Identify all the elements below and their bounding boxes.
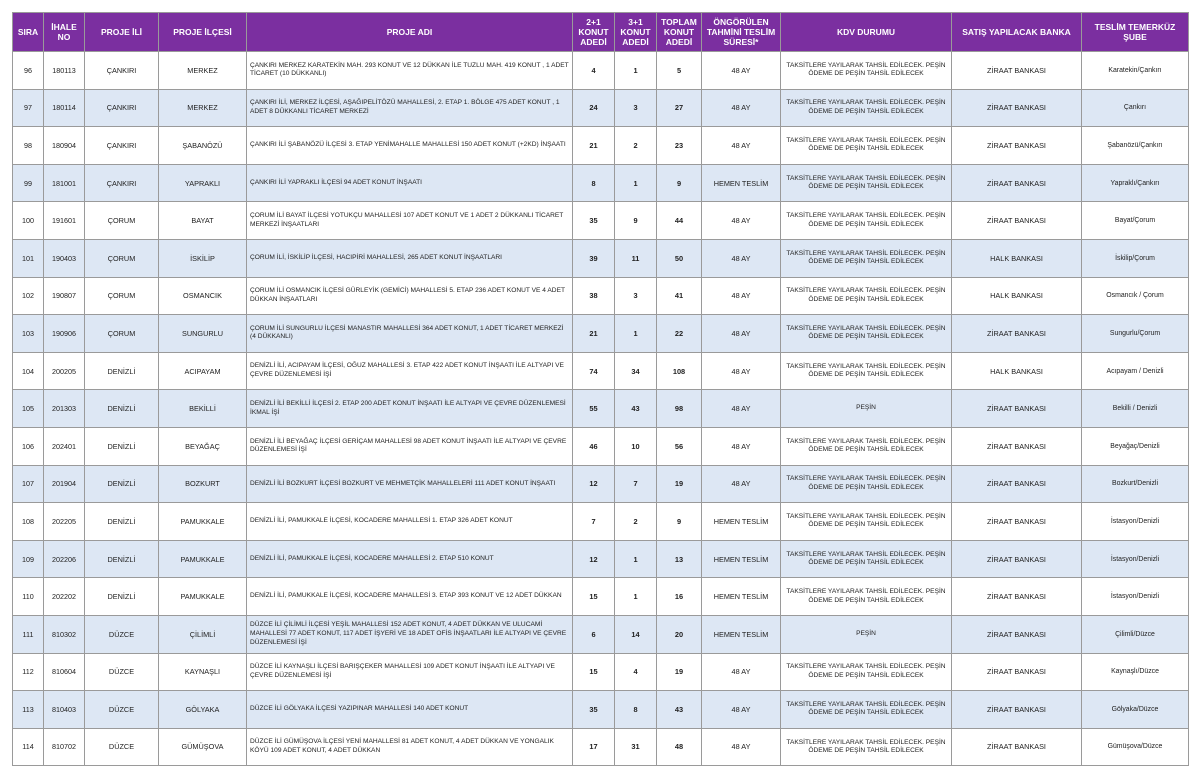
teslim-sube-cell: Çilimli/Düzce xyxy=(1082,615,1189,653)
table-row xyxy=(13,691,1189,729)
ihale-no-cell: 180114 xyxy=(44,89,85,127)
col-header-teslim-suresi: ÖNGÖRÜLEN TAHMİNİ TESLİM SÜRESİ* xyxy=(702,13,781,52)
teslim-sube-cell: Bayat/Çorum xyxy=(1082,202,1189,240)
proje-ilcesi-cell: İSKİLİP xyxy=(159,239,247,277)
toplam-konut-cell: 56 xyxy=(657,427,702,465)
table-row xyxy=(13,427,1189,465)
teslim-suresi-cell: 48 AY xyxy=(702,89,781,127)
teslim-sube-cell: Beyağaç/Denizli xyxy=(1082,427,1189,465)
teslim-suresi-cell: HEMEN TESLİM xyxy=(702,578,781,616)
kdv-durumu-cell: TAKSİTLERE YAYILARAK TAHSİL EDİLECEK. PEŞİN ÖDEME DE PEŞİN TAHSİL EDİLECEK xyxy=(781,465,952,503)
sira-cell: 112 xyxy=(13,653,44,691)
teslim-suresi-cell: 48 AY xyxy=(702,653,781,691)
ihale-no-cell: 202205 xyxy=(44,503,85,541)
ihale-no-cell: 190807 xyxy=(44,277,85,315)
sira-cell: 103 xyxy=(13,315,44,353)
proje-adi-cell: DENİZLİ İLİ, PAMUKKALE İLÇESİ, KOCADERE MAHALLESİ 3. ETAP 393 KONUT VE 12 ADET DÜKKAN xyxy=(247,578,573,616)
konut-2-1-cell: 12 xyxy=(573,465,615,503)
konut-2-1-cell: 46 xyxy=(573,427,615,465)
sira-cell: 110 xyxy=(13,578,44,616)
proje-adi-cell: ÇORUM İLİ OSMANCIK İLÇESİ GÜRLEYİK (GEMİCİ) MAHALLESİ 5. ETAP 236 ADET KONUT VE 4 ADET DÜKKAN İNŞAATLARI xyxy=(247,277,573,315)
kdv-durumu-cell: TAKSİTLERE YAYILARAK TAHSİL EDİLECEK. PEŞİN ÖDEME DE PEŞİN TAHSİL EDİLECEK xyxy=(781,277,952,315)
ihale-no-cell: 181001 xyxy=(44,164,85,202)
teslim-suresi-cell: HEMEN TESLİM xyxy=(702,540,781,578)
table-row xyxy=(13,315,1189,353)
sira-cell: 101 xyxy=(13,239,44,277)
toplam-konut-cell: 23 xyxy=(657,127,702,165)
proje-adi-cell: ÇANKIRI İLİ, MERKEZ İLÇESİ, AŞAĞIPELİTÖZÜ MAHALLESİ, 2. ETAP 1. BÖLGE 475 ADET KONUT , 1 ADET 8 DÜKKANLI TİCARET MERKEZİ xyxy=(247,89,573,127)
banka-cell: ZİRAAT BANKASI xyxy=(952,653,1082,691)
konut-3-1-cell: 11 xyxy=(615,239,657,277)
konut-2-1-cell: 12 xyxy=(573,540,615,578)
proje-adi-cell: DENİZLİ İLİ, PAMUKKALE İLÇESİ, KOCADERE MAHALLESİ 2. ETAP 510 KONUT xyxy=(247,540,573,578)
konut-3-1-cell: 1 xyxy=(615,315,657,353)
toplam-konut-cell: 108 xyxy=(657,352,702,390)
proje-ili-cell: ÇORUM xyxy=(85,239,159,277)
toplam-konut-cell: 5 xyxy=(657,52,702,90)
teslim-sube-cell: Kaynaşlı/Düzce xyxy=(1082,653,1189,691)
proje-adi-cell: DENİZLİ İLİ, PAMUKKALE İLÇESİ, KOCADERE MAHALLESİ 1. ETAP 326 ADET KONUT xyxy=(247,503,573,541)
proje-ili-cell: ÇORUM xyxy=(85,202,159,240)
proje-adi-cell: DÜZCE İLİ KAYNAŞLI İLÇESİ BARIŞÇEKER MAHALLESİ 109 ADET KONUT İNŞAATI İLE ALTYAPI VE ÇEVRE DÜZENLEMESİ İŞİ xyxy=(247,653,573,691)
proje-ilcesi-cell: ŞABANÖZÜ xyxy=(159,127,247,165)
sira-cell: 107 xyxy=(13,465,44,503)
col-header-3-1-konut: 3+1 KONUT ADEDİ xyxy=(615,13,657,52)
col-header-toplam-konut: TOPLAM KONUT ADEDİ xyxy=(657,13,702,52)
table-row xyxy=(13,127,1189,165)
teslim-sube-cell: Acıpayam / Denizli xyxy=(1082,352,1189,390)
col-header-proje-ili: PROJE İLİ xyxy=(85,13,159,52)
col-header-teslim-sube: TESLİM TEMERKÜZ ŞUBE xyxy=(1082,13,1189,52)
ihale-no-cell: 810403 xyxy=(44,691,85,729)
proje-adi-cell: ÇANKIRI MERKEZ KARATEKİN MAH. 293 KONUT VE 12 DÜKKAN İLE TUZLU MAH. 419 KONUT , 1 ADET TİCARET (10 DÜKKANLI) xyxy=(247,52,573,90)
col-header-2-1-konut: 2+1 KONUT ADEDİ xyxy=(573,13,615,52)
proje-ilcesi-cell: GÜMÜŞOVA xyxy=(159,728,247,766)
ihale-no-cell: 810604 xyxy=(44,653,85,691)
konut-2-1-cell: 15 xyxy=(573,578,615,616)
konut-2-1-cell: 35 xyxy=(573,202,615,240)
table-row xyxy=(13,390,1189,428)
teslim-suresi-cell: 48 AY xyxy=(702,390,781,428)
toplam-konut-cell: 44 xyxy=(657,202,702,240)
proje-adi-cell: DÜZCE İLİ ÇİLİMLİ İLÇESİ YEŞİL MAHALLESİ 152 ADET KONUT, 4 ADET DÜKKAN VE ULUCAMİ MAHALLESİ 77 ADET KONUT, 117 ADET İŞYERİ VE 18 ADET OFİS İNŞAATLARI İLE ALTYAPI VE ÇEVRE DÜZENLEMESİ İŞİ xyxy=(247,615,573,653)
proje-adi-cell: ÇORUM İLİ SUNGURLU İLÇESİ MANASTIR MAHALLESİ 364 ADET KONUT, 1 ADET TİCARET MERKEZİ (4 DÜKKANLI) xyxy=(247,315,573,353)
sira-cell: 108 xyxy=(13,503,44,541)
teslim-suresi-cell: HEMEN TESLİM xyxy=(702,503,781,541)
proje-ili-cell: ÇORUM xyxy=(85,277,159,315)
proje-ili-cell: ÇORUM xyxy=(85,315,159,353)
banka-cell: ZİRAAT BANKASI xyxy=(952,315,1082,353)
konut-3-1-cell: 2 xyxy=(615,503,657,541)
projects-table xyxy=(12,12,1189,766)
toplam-konut-cell: 48 xyxy=(657,728,702,766)
toplam-konut-cell: 16 xyxy=(657,578,702,616)
kdv-durumu-cell: PEŞİN xyxy=(781,615,952,653)
teslim-suresi-cell: HEMEN TESLİM xyxy=(702,615,781,653)
col-header-proje-ilcesi: PROJE İLÇESİ xyxy=(159,13,247,52)
banka-cell: ZİRAAT BANKASI xyxy=(952,465,1082,503)
konut-3-1-cell: 1 xyxy=(615,52,657,90)
kdv-durumu-cell: TAKSİTLERE YAYILARAK TAHSİL EDİLECEK. PEŞİN ÖDEME DE PEŞİN TAHSİL EDİLECEK xyxy=(781,202,952,240)
konut-3-1-cell: 1 xyxy=(615,164,657,202)
ihale-no-cell: 202206 xyxy=(44,540,85,578)
konut-2-1-cell: 15 xyxy=(573,653,615,691)
konut-2-1-cell: 7 xyxy=(573,503,615,541)
kdv-durumu-cell: TAKSİTLERE YAYILARAK TAHSİL EDİLECEK. PEŞİN ÖDEME DE PEŞİN TAHSİL EDİLECEK xyxy=(781,239,952,277)
ihale-no-cell: 191601 xyxy=(44,202,85,240)
konut-3-1-cell: 10 xyxy=(615,427,657,465)
konut-2-1-cell: 8 xyxy=(573,164,615,202)
sira-cell: 96 xyxy=(13,52,44,90)
teslim-suresi-cell: 48 AY xyxy=(702,465,781,503)
konut-3-1-cell: 31 xyxy=(615,728,657,766)
col-header-kdv-durumu: KDV DURUMU xyxy=(781,13,952,52)
sira-cell: 111 xyxy=(13,615,44,653)
sira-cell: 102 xyxy=(13,277,44,315)
proje-adi-cell: ÇANKIRI İLİ YAPRAKLI İLÇESİ 94 ADET KONUT İNŞAATI xyxy=(247,164,573,202)
table-row xyxy=(13,239,1189,277)
proje-ilcesi-cell: ACIPAYAM xyxy=(159,352,247,390)
table-row xyxy=(13,202,1189,240)
teslim-sube-cell: Gümüşova/Düzce xyxy=(1082,728,1189,766)
kdv-durumu-cell: TAKSİTLERE YAYILARAK TAHSİL EDİLECEK. PEŞİN ÖDEME DE PEŞİN TAHSİL EDİLECEK xyxy=(781,728,952,766)
kdv-durumu-cell: TAKSİTLERE YAYILARAK TAHSİL EDİLECEK. PEŞİN ÖDEME DE PEŞİN TAHSİL EDİLECEK xyxy=(781,352,952,390)
ihale-no-cell: 190403 xyxy=(44,239,85,277)
ihale-no-cell: 200205 xyxy=(44,352,85,390)
toplam-konut-cell: 19 xyxy=(657,653,702,691)
sira-cell: 100 xyxy=(13,202,44,240)
konut-3-1-cell: 3 xyxy=(615,89,657,127)
table-row xyxy=(13,52,1189,90)
ihale-no-cell: 810702 xyxy=(44,728,85,766)
teslim-sube-cell: İskilip/Çorum xyxy=(1082,239,1189,277)
teslim-sube-cell: Osmancık / Çorum xyxy=(1082,277,1189,315)
toplam-konut-cell: 43 xyxy=(657,691,702,729)
toplam-konut-cell: 50 xyxy=(657,239,702,277)
proje-adi-cell: ÇANKIRI İLİ ŞABANÖZÜ İLÇESİ 3. ETAP YENİMAHALLE MAHALLESİ 150 ADET KONUT (+2KD) İNŞAATI xyxy=(247,127,573,165)
col-header-banka: SATIŞ YAPILACAK BANKA xyxy=(952,13,1082,52)
teslim-sube-cell: İstasyon/Denizli xyxy=(1082,578,1189,616)
konut-3-1-cell: 1 xyxy=(615,578,657,616)
toplam-konut-cell: 41 xyxy=(657,277,702,315)
teslim-suresi-cell: 48 AY xyxy=(702,315,781,353)
konut-3-1-cell: 9 xyxy=(615,202,657,240)
teslim-suresi-cell: 48 AY xyxy=(702,277,781,315)
teslim-sube-cell: İstasyon/Denizli xyxy=(1082,503,1189,541)
table-row xyxy=(13,352,1189,390)
proje-ilcesi-cell: PAMUKKALE xyxy=(159,540,247,578)
teslim-sube-cell: Çankırı xyxy=(1082,89,1189,127)
proje-adi-cell: ÇORUM İLİ BAYAT İLÇESİ YOTUKÇU MAHALLESİ 107 ADET KONUT VE 1 ADET 2 DÜKKANLI TİCARET MERKEZİ İNŞAATLARI xyxy=(247,202,573,240)
banka-cell: ZİRAAT BANKASI xyxy=(952,503,1082,541)
konut-2-1-cell: 39 xyxy=(573,239,615,277)
table-row xyxy=(13,728,1189,766)
toplam-konut-cell: 13 xyxy=(657,540,702,578)
sira-cell: 106 xyxy=(13,427,44,465)
kdv-durumu-cell: TAKSİTLERE YAYILARAK TAHSİL EDİLECEK. PEŞİN ÖDEME DE PEŞİN TAHSİL EDİLECEK xyxy=(781,127,952,165)
proje-ili-cell: DÜZCE xyxy=(85,691,159,729)
teslim-suresi-cell: 48 AY xyxy=(702,352,781,390)
konut-3-1-cell: 43 xyxy=(615,390,657,428)
table-row xyxy=(13,653,1189,691)
kdv-durumu-cell: TAKSİTLERE YAYILARAK TAHSİL EDİLECEK. PEŞİN ÖDEME DE PEŞİN TAHSİL EDİLECEK xyxy=(781,89,952,127)
teslim-sube-cell: Sungurlu/Çorum xyxy=(1082,315,1189,353)
toplam-konut-cell: 19 xyxy=(657,465,702,503)
konut-3-1-cell: 4 xyxy=(615,653,657,691)
ihale-no-cell: 190906 xyxy=(44,315,85,353)
proje-adi-cell: ÇORUM İLİ, İSKİLİP İLÇESİ, HACIPİRİ MAHALLESİ, 265 ADET KONUT İNŞAATLARI xyxy=(247,239,573,277)
kdv-durumu-cell: TAKSİTLERE YAYILARAK TAHSİL EDİLECEK. PEŞİN ÖDEME DE PEŞİN TAHSİL EDİLECEK xyxy=(781,427,952,465)
proje-ili-cell: ÇANKIRI xyxy=(85,127,159,165)
table-header xyxy=(13,13,1189,52)
banka-cell: HALK BANKASI xyxy=(952,352,1082,390)
proje-ilcesi-cell: PAMUKKALE xyxy=(159,578,247,616)
konut-3-1-cell: 2 xyxy=(615,127,657,165)
kdv-durumu-cell: PEŞİN xyxy=(781,390,952,428)
proje-ili-cell: DENİZLİ xyxy=(85,390,159,428)
table-row xyxy=(13,465,1189,503)
konut-3-1-cell: 7 xyxy=(615,465,657,503)
table-row xyxy=(13,164,1189,202)
proje-ilcesi-cell: MERKEZ xyxy=(159,52,247,90)
kdv-durumu-cell: TAKSİTLERE YAYILARAK TAHSİL EDİLECEK. PEŞİN ÖDEME DE PEŞİN TAHSİL EDİLECEK xyxy=(781,503,952,541)
konut-2-1-cell: 21 xyxy=(573,315,615,353)
konut-2-1-cell: 38 xyxy=(573,277,615,315)
konut-3-1-cell: 8 xyxy=(615,691,657,729)
banka-cell: ZİRAAT BANKASI xyxy=(952,202,1082,240)
proje-ili-cell: DENİZLİ xyxy=(85,578,159,616)
proje-adi-cell: DÜZCE İLİ GÜMÜŞOVA İLÇESİ YENİ MAHALLESİ 81 ADET KONUT, 4 ADET DÜKKAN VE YONGALIK KÖYÜ 109 ADET KONUT, 4 ADET DÜKKAN xyxy=(247,728,573,766)
ihale-no-cell: 201904 xyxy=(44,465,85,503)
teslim-sube-cell: İstasyon/Denizli xyxy=(1082,540,1189,578)
kdv-durumu-cell: TAKSİTLERE YAYILARAK TAHSİL EDİLECEK. PEŞİN ÖDEME DE PEŞİN TAHSİL EDİLECEK xyxy=(781,540,952,578)
table-row xyxy=(13,89,1189,127)
proje-ilcesi-cell: OSMANCIK xyxy=(159,277,247,315)
banka-cell: ZİRAAT BANKASI xyxy=(952,52,1082,90)
teslim-sube-cell: Bozkurt/Denizli xyxy=(1082,465,1189,503)
banka-cell: ZİRAAT BANKASI xyxy=(952,578,1082,616)
proje-ili-cell: DENİZLİ xyxy=(85,540,159,578)
banka-cell: ZİRAAT BANKASI xyxy=(952,390,1082,428)
banka-cell: ZİRAAT BANKASI xyxy=(952,728,1082,766)
table-body xyxy=(13,52,1189,766)
teslim-suresi-cell: 48 AY xyxy=(702,239,781,277)
teslim-suresi-cell: 48 AY xyxy=(702,728,781,766)
ihale-no-cell: 180113 xyxy=(44,52,85,90)
proje-ili-cell: DÜZCE xyxy=(85,728,159,766)
konut-2-1-cell: 4 xyxy=(573,52,615,90)
proje-ilcesi-cell: MERKEZ xyxy=(159,89,247,127)
proje-ilcesi-cell: KAYNAŞLI xyxy=(159,653,247,691)
konut-2-1-cell: 35 xyxy=(573,691,615,729)
proje-ili-cell: DENİZLİ xyxy=(85,427,159,465)
teslim-suresi-cell: 48 AY xyxy=(702,427,781,465)
teslim-sube-cell: Yapraklı/Çankırı xyxy=(1082,164,1189,202)
ihale-no-cell: 202202 xyxy=(44,578,85,616)
table-row xyxy=(13,615,1189,653)
sira-cell: 113 xyxy=(13,691,44,729)
proje-ilcesi-cell: BOZKURT xyxy=(159,465,247,503)
projects-table-container xyxy=(12,12,1188,766)
konut-3-1-cell: 1 xyxy=(615,540,657,578)
proje-ilcesi-cell: BEYAĞAÇ xyxy=(159,427,247,465)
toplam-konut-cell: 9 xyxy=(657,164,702,202)
konut-2-1-cell: 55 xyxy=(573,390,615,428)
kdv-durumu-cell: TAKSİTLERE YAYILARAK TAHSİL EDİLECEK. PEŞİN ÖDEME DE PEŞİN TAHSİL EDİLECEK xyxy=(781,691,952,729)
teslim-suresi-cell: 48 AY xyxy=(702,202,781,240)
toplam-konut-cell: 20 xyxy=(657,615,702,653)
sira-cell: 97 xyxy=(13,89,44,127)
konut-2-1-cell: 6 xyxy=(573,615,615,653)
header-row xyxy=(13,13,1189,52)
sira-cell: 98 xyxy=(13,127,44,165)
toplam-konut-cell: 22 xyxy=(657,315,702,353)
konut-3-1-cell: 14 xyxy=(615,615,657,653)
table-row xyxy=(13,578,1189,616)
banka-cell: ZİRAAT BANKASI xyxy=(952,89,1082,127)
kdv-durumu-cell: TAKSİTLERE YAYILARAK TAHSİL EDİLECEK. PEŞİN ÖDEME DE PEŞİN TAHSİL EDİLECEK xyxy=(781,52,952,90)
sira-cell: 105 xyxy=(13,390,44,428)
teslim-sube-cell: Gölyaka/Düzce xyxy=(1082,691,1189,729)
kdv-durumu-cell: TAKSİTLERE YAYILARAK TAHSİL EDİLECEK. PEŞİN ÖDEME DE PEŞİN TAHSİL EDİLECEK xyxy=(781,578,952,616)
toplam-konut-cell: 9 xyxy=(657,503,702,541)
teslim-suresi-cell: 48 AY xyxy=(702,691,781,729)
banka-cell: HALK BANKASI xyxy=(952,239,1082,277)
proje-adi-cell: DENİZLİ İLİ BEKİLLİ İLÇESİ 2. ETAP 200 ADET KONUT İNŞAATI İLE ALTYAPI VE ÇEVRE DÜZENLEMESİ İKMAL İŞİ xyxy=(247,390,573,428)
col-header-sira: SIRA xyxy=(13,13,44,52)
konut-2-1-cell: 24 xyxy=(573,89,615,127)
proje-adi-cell: DÜZCE İLİ GÖLYAKA İLÇESİ YAZIPINAR MAHALLESİ 140 ADET KONUT xyxy=(247,691,573,729)
proje-ilcesi-cell: ÇİLİMLİ xyxy=(159,615,247,653)
banka-cell: ZİRAAT BANKASI xyxy=(952,540,1082,578)
proje-ili-cell: ÇANKIRI xyxy=(85,52,159,90)
sira-cell: 99 xyxy=(13,164,44,202)
ihale-no-cell: 810302 xyxy=(44,615,85,653)
teslim-suresi-cell: 48 AY xyxy=(702,52,781,90)
proje-adi-cell: DENİZLİ İLİ, ACIPAYAM İLÇESİ, OĞUZ MAHALLESİ 3. ETAP 422 ADET KONUT İNŞAATI İLE ALTYAPI VE ÇEVRE DÜZENLEMESİ İŞİ xyxy=(247,352,573,390)
konut-3-1-cell: 34 xyxy=(615,352,657,390)
proje-ili-cell: DENİZLİ xyxy=(85,352,159,390)
kdv-durumu-cell: TAKSİTLERE YAYILARAK TAHSİL EDİLECEK. PEŞİN ÖDEME DE PEŞİN TAHSİL EDİLECEK xyxy=(781,164,952,202)
proje-ili-cell: ÇANKIRI xyxy=(85,89,159,127)
proje-ili-cell: ÇANKIRI xyxy=(85,164,159,202)
teslim-suresi-cell: HEMEN TESLİM xyxy=(702,164,781,202)
table-row xyxy=(13,277,1189,315)
proje-ili-cell: DÜZCE xyxy=(85,615,159,653)
teslim-sube-cell: Şabanözü/Çankırı xyxy=(1082,127,1189,165)
teslim-sube-cell: Bekilli / Denizli xyxy=(1082,390,1189,428)
konut-3-1-cell: 3 xyxy=(615,277,657,315)
sira-cell: 104 xyxy=(13,352,44,390)
proje-ilcesi-cell: SUNGURLU xyxy=(159,315,247,353)
table-row xyxy=(13,503,1189,541)
proje-adi-cell: DENİZLİ İLİ BOZKURT İLÇESİ BOZKURT VE MEHMETÇİK MAHALLELERİ 111 ADET KONUT İNŞAATI xyxy=(247,465,573,503)
konut-2-1-cell: 74 xyxy=(573,352,615,390)
proje-ili-cell: DENİZLİ xyxy=(85,465,159,503)
proje-ilcesi-cell: GÖLYAKA xyxy=(159,691,247,729)
banka-cell: ZİRAAT BANKASI xyxy=(952,691,1082,729)
kdv-durumu-cell: TAKSİTLERE YAYILARAK TAHSİL EDİLECEK. PEŞİN ÖDEME DE PEŞİN TAHSİL EDİLECEK xyxy=(781,653,952,691)
toplam-konut-cell: 98 xyxy=(657,390,702,428)
kdv-durumu-cell: TAKSİTLERE YAYILARAK TAHSİL EDİLECEK. PEŞİN ÖDEME DE PEŞİN TAHSİL EDİLECEK xyxy=(781,315,952,353)
toplam-konut-cell: 27 xyxy=(657,89,702,127)
proje-adi-cell: DENİZLİ İLİ BEYAĞAÇ İLÇESİ GERİÇAM MAHALLESİ 98 ADET KONUT İNŞAATI İLE ALTYAPI VE ÇEVRE DÜZENLEMESİ İŞİ xyxy=(247,427,573,465)
proje-ilcesi-cell: BEKİLLİ xyxy=(159,390,247,428)
proje-ili-cell: DENİZLİ xyxy=(85,503,159,541)
banka-cell: ZİRAAT BANKASI xyxy=(952,427,1082,465)
banka-cell: ZİRAAT BANKASI xyxy=(952,615,1082,653)
proje-ilcesi-cell: PAMUKKALE xyxy=(159,503,247,541)
konut-2-1-cell: 21 xyxy=(573,127,615,165)
banka-cell: ZİRAAT BANKASI xyxy=(952,164,1082,202)
sira-cell: 114 xyxy=(13,728,44,766)
konut-2-1-cell: 17 xyxy=(573,728,615,766)
ihale-no-cell: 202401 xyxy=(44,427,85,465)
proje-ilcesi-cell: YAPRAKLI xyxy=(159,164,247,202)
teslim-suresi-cell: 48 AY xyxy=(702,127,781,165)
teslim-sube-cell: Karatekin/Çankırı xyxy=(1082,52,1189,90)
ihale-no-cell: 201303 xyxy=(44,390,85,428)
col-header-proje-adi: PROJE ADI xyxy=(247,13,573,52)
banka-cell: ZİRAAT BANKASI xyxy=(952,127,1082,165)
ihale-no-cell: 180904 xyxy=(44,127,85,165)
table-row xyxy=(13,540,1189,578)
proje-ili-cell: DÜZCE xyxy=(85,653,159,691)
col-header-ihale-no: İHALE NO xyxy=(44,13,85,52)
proje-ilcesi-cell: BAYAT xyxy=(159,202,247,240)
sira-cell: 109 xyxy=(13,540,44,578)
banka-cell: HALK BANKASI xyxy=(952,277,1082,315)
